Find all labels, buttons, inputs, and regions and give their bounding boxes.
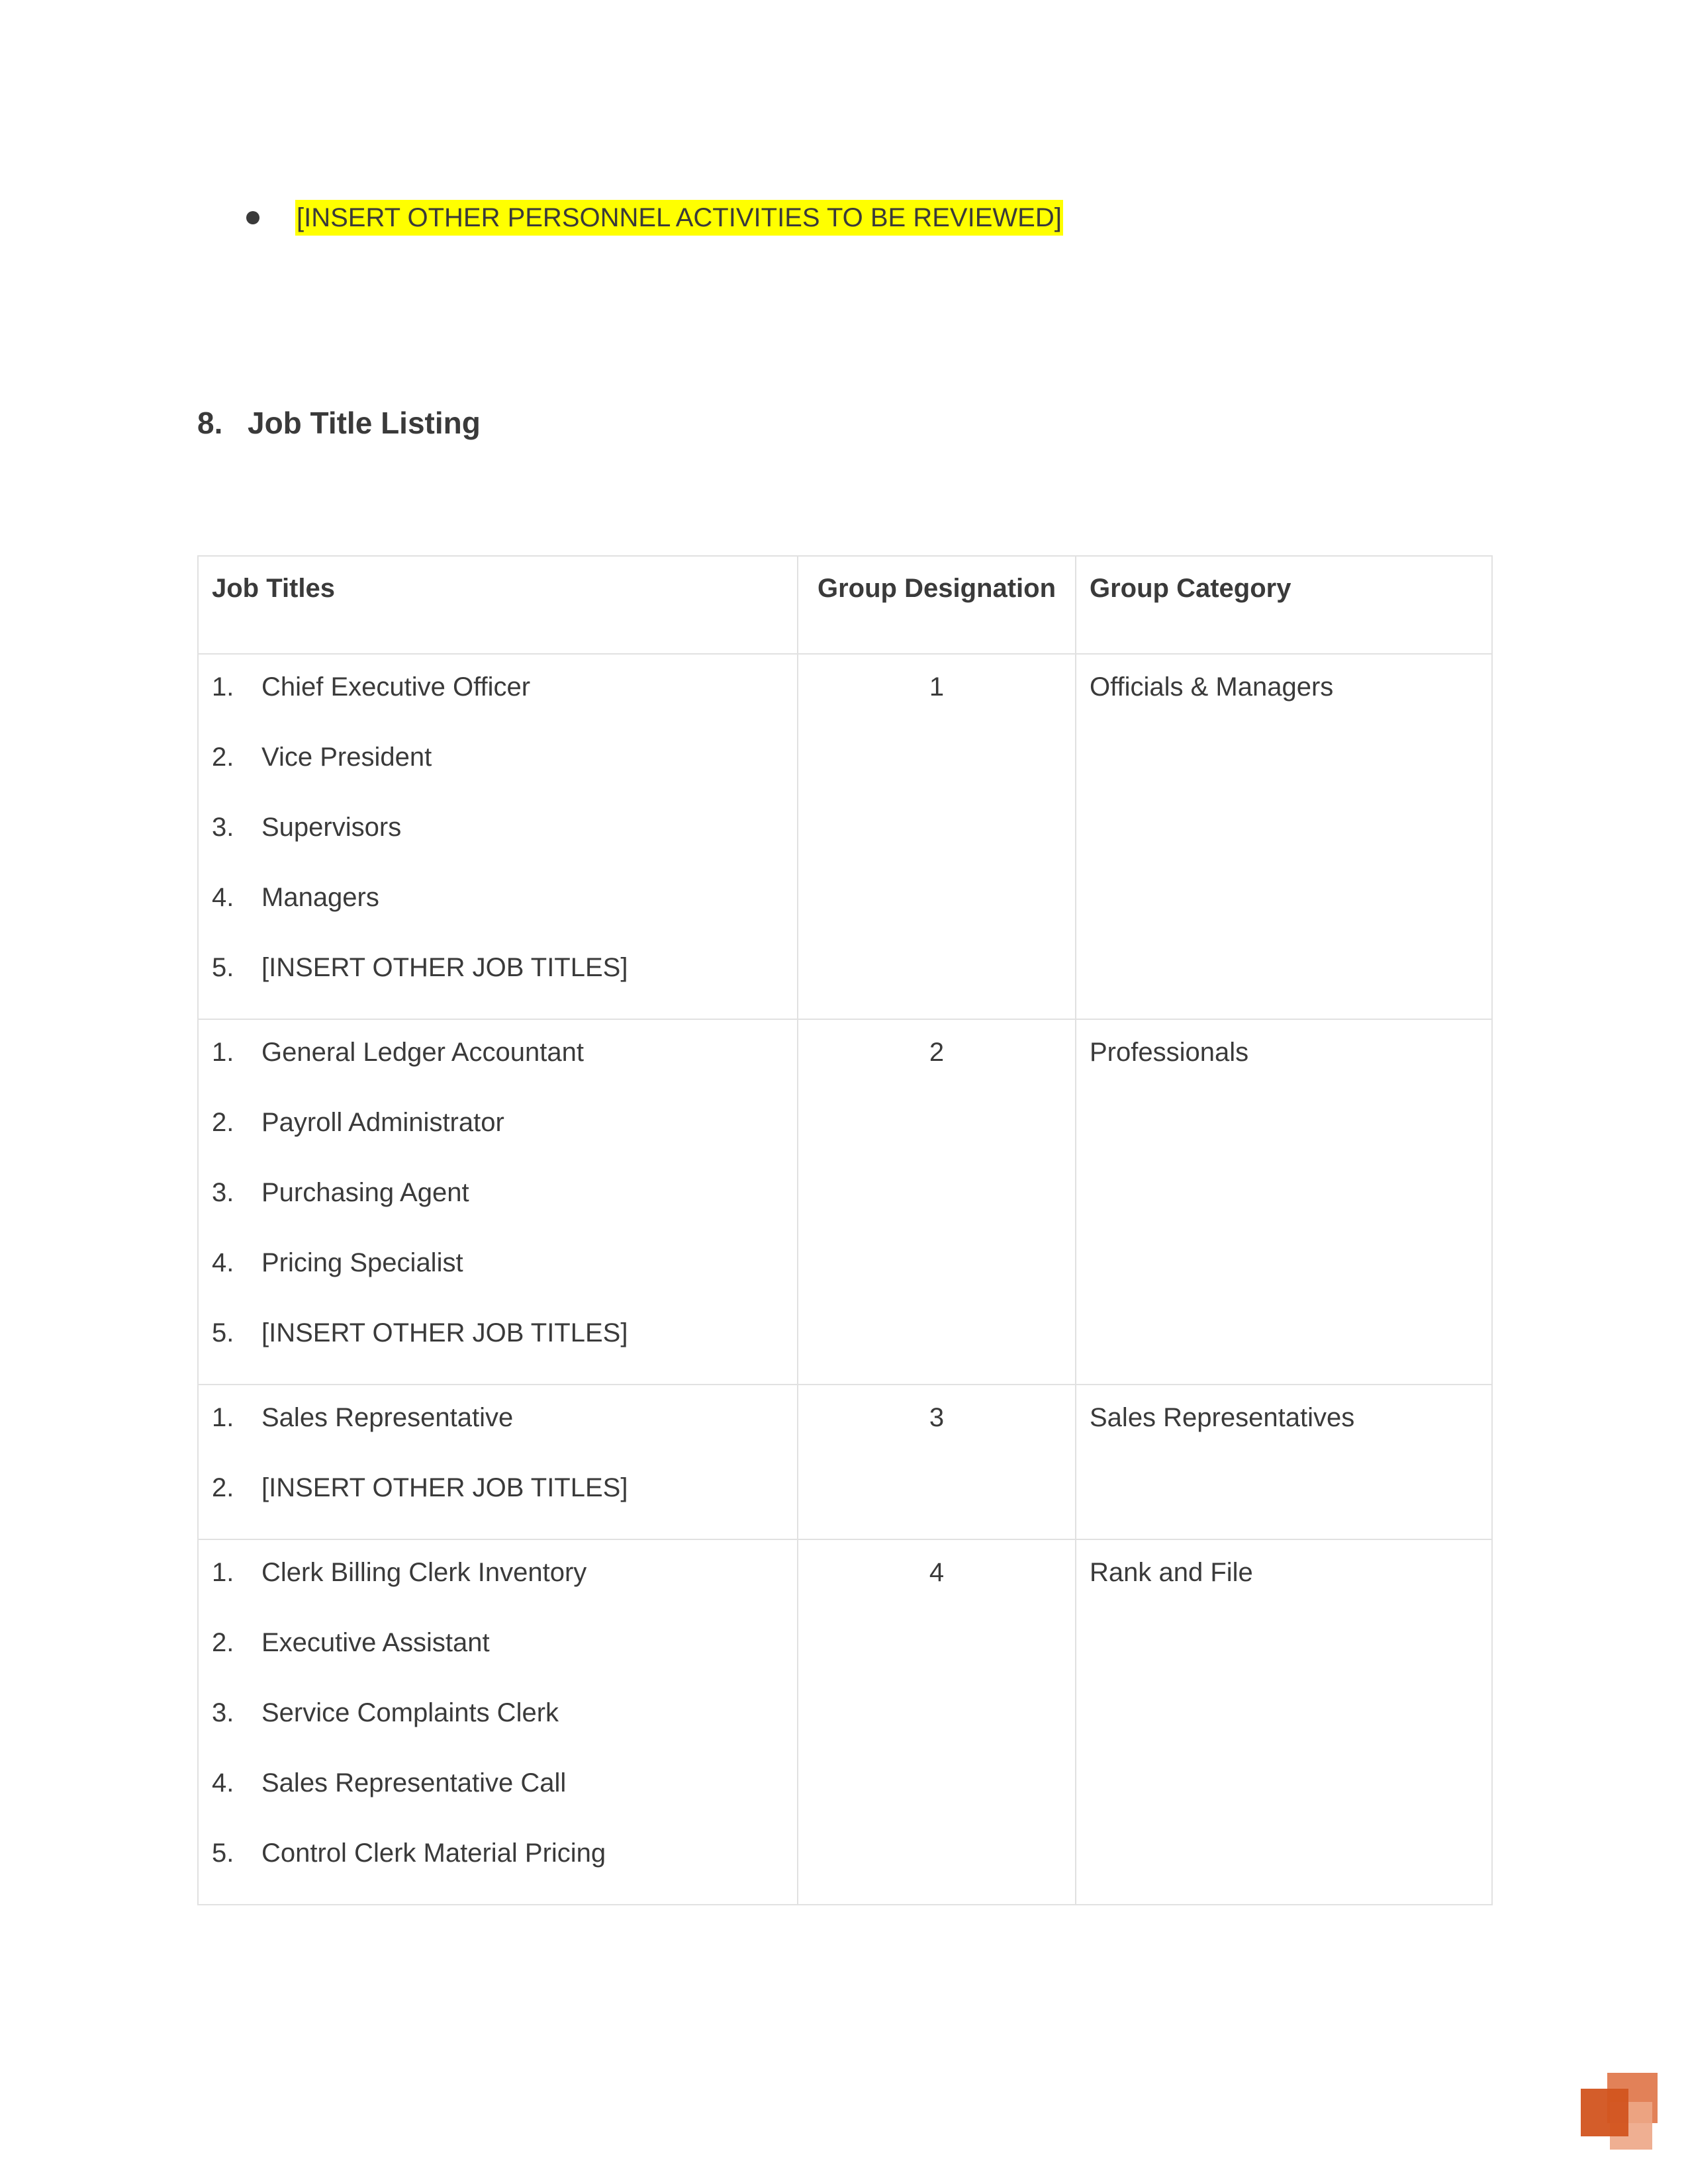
list-item-number: 2. bbox=[212, 1473, 234, 1502]
job-title-label: Purchasing Agent bbox=[261, 1178, 469, 1207]
job-title-label: General Ledger Accountant bbox=[261, 1038, 585, 1067]
job-title-list bbox=[212, 655, 784, 1019]
bullet-dot-icon bbox=[246, 211, 259, 224]
job-titles-cell bbox=[198, 1019, 798, 1385]
group-designation-cell bbox=[798, 1539, 1076, 1905]
list-item-number: 5. bbox=[212, 1839, 234, 1868]
job-title-label: Pricing Specialist bbox=[261, 1248, 463, 1277]
group-category-value: Sales Representatives bbox=[1090, 1403, 1355, 1432]
group-category-value: Professionals bbox=[1090, 1038, 1249, 1067]
group-category-cell bbox=[1076, 1539, 1492, 1905]
list-item bbox=[212, 1036, 784, 1106]
job-title-list bbox=[212, 1540, 784, 1904]
header-group-designation: Group Designation bbox=[798, 556, 1076, 654]
group-designation-cell bbox=[798, 1019, 1076, 1385]
section-number: 8. bbox=[197, 406, 223, 440]
job-title-label: Managers bbox=[261, 883, 379, 912]
list-item-number: 2. bbox=[212, 743, 234, 772]
group-designation-cell bbox=[798, 1385, 1076, 1539]
list-item bbox=[212, 811, 784, 881]
list-item-number: 1. bbox=[212, 1558, 234, 1587]
list-item-number: 1. bbox=[212, 1038, 234, 1067]
list-item-number: 4. bbox=[212, 883, 234, 912]
job-title-label: Sales Representative bbox=[261, 1403, 514, 1432]
group-designation-value: 4 bbox=[929, 1558, 945, 1587]
list-item bbox=[212, 670, 784, 741]
job-title-list bbox=[212, 1385, 784, 1539]
job-title-table bbox=[197, 555, 1493, 1905]
job-titles-cell bbox=[198, 1385, 798, 1539]
list-item bbox=[212, 1316, 784, 1361]
list-item-number: 1. bbox=[212, 1403, 234, 1432]
group-category-value: Officials & Managers bbox=[1090, 672, 1334, 702]
table-row bbox=[198, 654, 1492, 1019]
group-category-value: Rank and File bbox=[1090, 1558, 1253, 1587]
table-row bbox=[198, 1019, 1492, 1385]
job-title-label: Clerk Billing Clerk Inventory bbox=[261, 1558, 587, 1587]
group-designation-value: 3 bbox=[929, 1403, 945, 1432]
job-title-label: Payroll Administrator bbox=[261, 1108, 504, 1137]
group-designation-cell bbox=[798, 654, 1076, 1019]
list-item-number: 4. bbox=[212, 1248, 234, 1277]
list-item bbox=[212, 1176, 784, 1246]
list-item bbox=[212, 951, 784, 996]
job-titles-cell bbox=[198, 654, 798, 1019]
highlighted-placeholder-text: [INSERT OTHER PERSONNEL ACTIVITIES TO BE REVIEWED] bbox=[295, 200, 1063, 236]
table-row bbox=[198, 1385, 1492, 1539]
group-category-cell bbox=[1076, 654, 1492, 1019]
job-titles-cell bbox=[198, 1539, 798, 1905]
group-designation-value: 1 bbox=[929, 672, 945, 702]
list-item-number: 1. bbox=[212, 672, 234, 702]
job-title-label: Executive Assistant bbox=[261, 1628, 490, 1657]
job-title-list bbox=[212, 1020, 784, 1384]
section-heading bbox=[197, 405, 481, 441]
list-item bbox=[212, 881, 784, 951]
group-category-cell bbox=[1076, 1019, 1492, 1385]
table-row bbox=[198, 1539, 1492, 1905]
job-title-label: [INSERT OTHER JOB TITLES] bbox=[261, 953, 628, 982]
header-job-titles: Job Titles bbox=[198, 556, 798, 654]
list-item bbox=[212, 1626, 784, 1696]
brand-squares-icon bbox=[1581, 2073, 1658, 2150]
list-item bbox=[212, 1401, 784, 1471]
list-item-number: 2. bbox=[212, 1108, 234, 1137]
header-group-category: Group Category bbox=[1076, 556, 1492, 654]
job-title-label: Chief Executive Officer bbox=[261, 672, 531, 702]
list-item-number: 2. bbox=[212, 1628, 234, 1657]
job-title-label: [INSERT OTHER JOB TITLES] bbox=[261, 1318, 628, 1347]
list-item-number: 5. bbox=[212, 953, 234, 982]
list-item-number: 5. bbox=[212, 1318, 234, 1347]
list-item-number: 3. bbox=[212, 813, 234, 842]
job-title-label: Supervisors bbox=[261, 813, 402, 842]
list-item bbox=[212, 1106, 784, 1176]
list-item bbox=[212, 1556, 784, 1626]
job-title-label: Service Complaints Clerk bbox=[261, 1698, 559, 1727]
job-title-label: Sales Representative Call bbox=[261, 1768, 567, 1797]
list-item bbox=[212, 741, 784, 811]
list-item bbox=[212, 1696, 784, 1766]
list-item bbox=[212, 1471, 784, 1516]
bullet-item bbox=[246, 197, 1063, 238]
group-category-cell bbox=[1076, 1385, 1492, 1539]
table-header-row bbox=[198, 556, 1492, 654]
list-item-number: 4. bbox=[212, 1768, 234, 1797]
job-title-label: Vice President bbox=[261, 743, 432, 772]
list-item bbox=[212, 1766, 784, 1837]
list-item bbox=[212, 1837, 784, 1882]
job-title-label: Control Clerk Material Pricing bbox=[261, 1839, 606, 1868]
section-title: Job Title Listing bbox=[248, 406, 481, 440]
list-item bbox=[212, 1246, 784, 1316]
list-item-number: 3. bbox=[212, 1178, 234, 1207]
list-item-number: 3. bbox=[212, 1698, 234, 1727]
job-title-label: [INSERT OTHER JOB TITLES] bbox=[261, 1473, 628, 1502]
group-designation-value: 2 bbox=[929, 1038, 945, 1067]
